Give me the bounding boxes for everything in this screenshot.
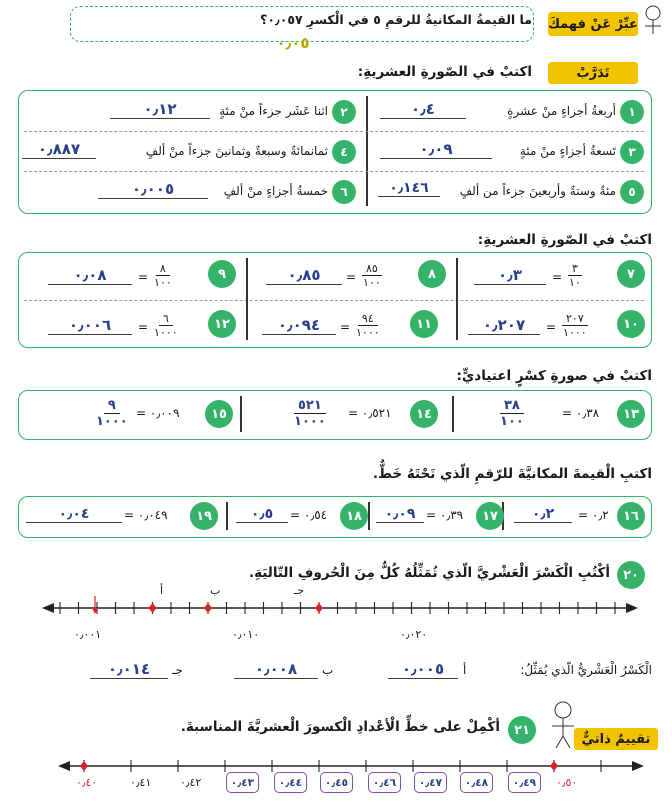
q21-number: ٢١ — [508, 716, 536, 744]
q17-decimal: ٠٫٣٩ — [439, 508, 464, 522]
q14-answer-numerator: ٥٢١ — [294, 398, 326, 414]
s5-prompt: الْكَسْرُ الْعَشْريُّ الّذي يُمَثِّلُ: — [520, 663, 652, 677]
self-assessment-badge: تقييمٌ ذاتيٌّ — [574, 728, 658, 750]
q15-answer-numerator: ٩ — [104, 398, 120, 414]
q15-answer[interactable] — [96, 398, 128, 429]
q19-answer[interactable]: ٠٫٠٤ — [26, 506, 122, 523]
s1-divider — [366, 96, 368, 206]
nl21-answer-044[interactable]: ٠٫٤٤ — [274, 772, 307, 793]
q14-answer[interactable] — [294, 398, 326, 429]
q13-answer[interactable] — [500, 398, 524, 429]
number-line-20-point-b — [204, 603, 212, 613]
q1-text: أربعةُ أجزاءٍ منْ عشرةٍ — [507, 104, 616, 118]
s5-letter-b: ب — [322, 663, 334, 677]
number-line-20 — [40, 580, 640, 640]
q17-answer[interactable]: ٠٫٠٩ — [376, 506, 424, 523]
number-line-20-arrow-left — [42, 603, 54, 613]
nl21-answer-043[interactable]: ٠٫٤٣ — [226, 772, 259, 793]
q18-decimal: ٠٫٥٤ — [303, 508, 328, 522]
s2-divider-1 — [456, 258, 458, 340]
q20-answer-c[interactable]: ٠٫٠١٤ — [90, 660, 168, 679]
number-line-21-point-start — [80, 761, 88, 771]
q14-value: = ٠٫٥٢١ — [348, 406, 392, 420]
q11-numerator: ٩٤ — [358, 312, 378, 326]
q13-value: = ٠٫٣٨ — [562, 406, 600, 420]
q19-decimal: ٠٫٠٤٩ — [137, 508, 168, 522]
q9-numerator: ٨ — [156, 262, 170, 276]
q18-number: ١٨ — [340, 502, 368, 530]
q15-answer-denominator: ١٠٠٠ — [96, 414, 128, 429]
q3-answer[interactable]: ٠٫٠٩ — [380, 140, 492, 159]
q1-answer[interactable]: ٠٫٤ — [380, 100, 466, 119]
q11-answer[interactable]: ٠٫٠٩٤ — [262, 316, 336, 335]
s1-rule-1 — [24, 131, 644, 132]
q19-value: = ٠٫٠٤٩ — [124, 508, 168, 522]
q10-equals: = — [546, 320, 557, 334]
nl20-tick-20: ٠٫٠٢٠ — [400, 628, 428, 641]
q5-number: ٥ — [620, 180, 644, 204]
s5-letter-c: جـ — [172, 663, 183, 677]
q6-text: خمسةُ أجزاءٍ منْ ألفٍ — [223, 184, 328, 198]
q14-number: ١٤ — [410, 400, 438, 428]
thinker-icon — [640, 4, 666, 38]
q7-denominator: ١٠ — [569, 276, 581, 289]
nl21-answer-045[interactable]: ٠٫٤٥ — [320, 772, 353, 793]
q18-answer[interactable]: ٠٫٥ — [236, 506, 288, 523]
q2-number: ٢ — [332, 100, 356, 124]
number-line-20-point-a — [149, 603, 157, 613]
q7-numerator: ٣ — [568, 262, 582, 276]
s1-title: اكتبْ في الصّورةِ العشريةِ: — [357, 64, 532, 80]
s2-rule — [24, 300, 644, 301]
q16-decimal: ٠٫٢ — [591, 508, 609, 522]
q17-number: ١٧ — [476, 502, 504, 530]
q8-fraction — [362, 262, 382, 289]
q19-number: ١٩ — [190, 502, 218, 530]
s3-title: اكتبْ في صورةِ كسْرٍ اعتياديٍّ: — [456, 368, 652, 384]
q8-equals: = — [346, 270, 357, 284]
s3-divider-2 — [240, 396, 242, 432]
number-line-20-point-c — [315, 603, 323, 613]
s4-divider-3 — [226, 502, 228, 530]
q6-answer[interactable]: ٠٫٠٠٥ — [98, 180, 208, 199]
q20-number: ٢٠ — [617, 561, 645, 589]
q4-answer[interactable]: ٠٫٨٨٧ — [22, 140, 96, 159]
q8-numerator: ٨٥ — [362, 262, 382, 276]
q4-text: ثمانمائةٌ وسبعةٌ وثمانينَ جزءاً منْ ألفٍ — [145, 144, 328, 158]
nl21-printed-042: ٠٫٤٢ — [180, 776, 202, 789]
q15-number: ١٥ — [205, 400, 233, 428]
stick-figure-icon — [548, 700, 578, 750]
s1-rule-2 — [24, 171, 644, 172]
q15-decimal: ٠٫٠٠٩ — [149, 406, 180, 420]
top-question-text: ما القيمةُ المكانيةُ للرقمِ ٥ في الْكسرِ ٠٫٠٥٧؟ — [260, 12, 532, 27]
q10-denominator: ١٠٠٠ — [563, 326, 587, 339]
nl20-label-a: أ — [160, 584, 164, 597]
express-badge: عبِّرْ عَنْ فهمكَ — [548, 12, 638, 36]
q7-number: ٧ — [617, 260, 645, 288]
nl21-printed-040: ٠٫٤٠ — [76, 776, 98, 789]
q16-number: ١٦ — [617, 502, 645, 530]
q13-number: ١٣ — [617, 400, 645, 428]
q12-numerator: ٦ — [159, 312, 173, 326]
q12-equals: = — [138, 320, 149, 334]
q5-answer[interactable]: ٠٫١٤٦ — [378, 180, 440, 197]
q9-denominator: ١٠٠ — [154, 276, 172, 289]
q1-number: ١ — [620, 100, 644, 124]
q11-number: ١١ — [410, 310, 438, 338]
s6-title: أكْمِلْ على خطِّ الْأعْدادِ الْكسورَ الْعشريَّةَ المناسبةَ. — [180, 719, 500, 735]
nl20-tick-1: ٠٫٠٠١ — [74, 628, 102, 641]
q2-text: اثنا عَشَر جزءاً منْ مئةٍ — [219, 104, 328, 118]
s5-title: أكْتُبِ الْكَسْرَ الْعَشْريَّ الّذي تُمَثِّلُهُ كُلٌّ مِنَ الْحُروفِ التّاليَةِ. — [248, 565, 610, 581]
q20-answer-b[interactable]: ٠٫٠٠٨ — [234, 660, 318, 679]
q16-answer[interactable]: ٠٫٢ — [514, 506, 572, 523]
q9-number: ٩ — [208, 260, 236, 288]
nl21-printed-050: ٠٫٥٠ — [556, 776, 578, 789]
nl20-label-b: ب — [210, 584, 221, 597]
s4-title: اكتبِ الْقيمةَ المكانيَّةَ للرّقمِ الّذي تَحْتَهُ خَطٌّ. — [372, 466, 652, 482]
nl20-label-c: جـ — [294, 584, 305, 597]
q12-answer[interactable]: ٠٫٠٠٦ — [48, 316, 132, 335]
q9-answer[interactable]: ٠٫٠٨ — [48, 266, 132, 285]
q4-number: ٤ — [332, 140, 356, 164]
number-line-21-point-end — [550, 761, 558, 771]
s2-divider-2 — [246, 258, 248, 340]
q16-value: = ٠٫٢ — [578, 508, 609, 522]
q5-text: مئةٌ وستةٌ وأربعينَ جزءاً من ألفٍ — [459, 184, 616, 198]
nl21-printed-041: ٠٫٤١ — [130, 776, 152, 789]
q12-fraction — [154, 312, 178, 339]
s3-divider-1 — [452, 396, 454, 432]
q13-answer-numerator: ٣٨ — [500, 398, 524, 414]
q7-equals: = — [552, 270, 563, 284]
q2-answer[interactable]: ٠٫١٢ — [110, 100, 210, 119]
q3-text: تَسعةُ أجزاءٍ منْ مئةٍ — [519, 144, 616, 158]
q10-numerator: ٢٠٧ — [562, 312, 588, 326]
q17-value: = ٠٫٣٩ — [426, 508, 464, 522]
q15-value: = ٠٫٠٠٩ — [136, 406, 180, 420]
s5-letter-a: أ — [463, 663, 467, 677]
nl21-answer-046[interactable]: ٠٫٤٦ — [368, 772, 401, 793]
s2-title: اكتبْ في الصّورةِ العشريةِ: — [477, 232, 652, 248]
number-line-21-arrow-left — [58, 761, 70, 771]
q11-fraction — [356, 312, 380, 339]
q12-number: ١٢ — [208, 310, 236, 338]
q14-decimal: ٠٫٥٢١ — [361, 406, 392, 420]
q7-fraction — [568, 262, 582, 289]
q8-denominator: ١٠٠ — [363, 276, 381, 289]
s4-divider-2 — [368, 502, 370, 530]
nl20-tick-10: ٠٫٠١٠ — [232, 628, 260, 641]
number-line-21-arrow-right — [632, 761, 644, 771]
q20-answer-a[interactable]: ٠٫٠٠٥ — [388, 660, 458, 679]
number-line-20-arrow-right — [626, 603, 638, 613]
practice-badge: تَدَرَّبْ — [548, 62, 638, 84]
q13-decimal: ٠٫٣٨ — [575, 406, 600, 420]
q14-answer-denominator: ١٠٠٠ — [294, 414, 326, 429]
q3-number: ٣ — [620, 140, 644, 164]
q12-denominator: ١٠٠٠ — [154, 326, 178, 339]
q11-denominator: ١٠٠٠ — [356, 326, 380, 339]
nl21-answer-047[interactable]: ٠٫٤٧ — [414, 772, 447, 793]
q8-answer[interactable]: ٠٫٨٥ — [266, 266, 342, 285]
q10-answer[interactable]: ٠٫٢٠٧ — [468, 316, 540, 335]
q10-number: ١٠ — [617, 310, 645, 338]
nl21-answer-048[interactable]: ٠٫٤٨ — [460, 772, 493, 793]
q11-equals: = — [340, 320, 351, 334]
top-answer[interactable]: ٠٫٠٥ — [276, 34, 310, 52]
q9-equals: = — [138, 270, 149, 284]
q8-number: ٨ — [418, 260, 446, 288]
q7-answer[interactable]: ٠٫٣ — [474, 266, 546, 285]
q10-fraction — [562, 312, 588, 339]
q13-answer-denominator: ١٠٠ — [500, 414, 524, 429]
q9-fraction — [154, 262, 172, 289]
nl21-answer-049[interactable]: ٠٫٤٩ — [508, 772, 541, 793]
q18-value: = ٠٫٥٤ — [290, 508, 328, 522]
q6-number: ٦ — [332, 180, 356, 204]
